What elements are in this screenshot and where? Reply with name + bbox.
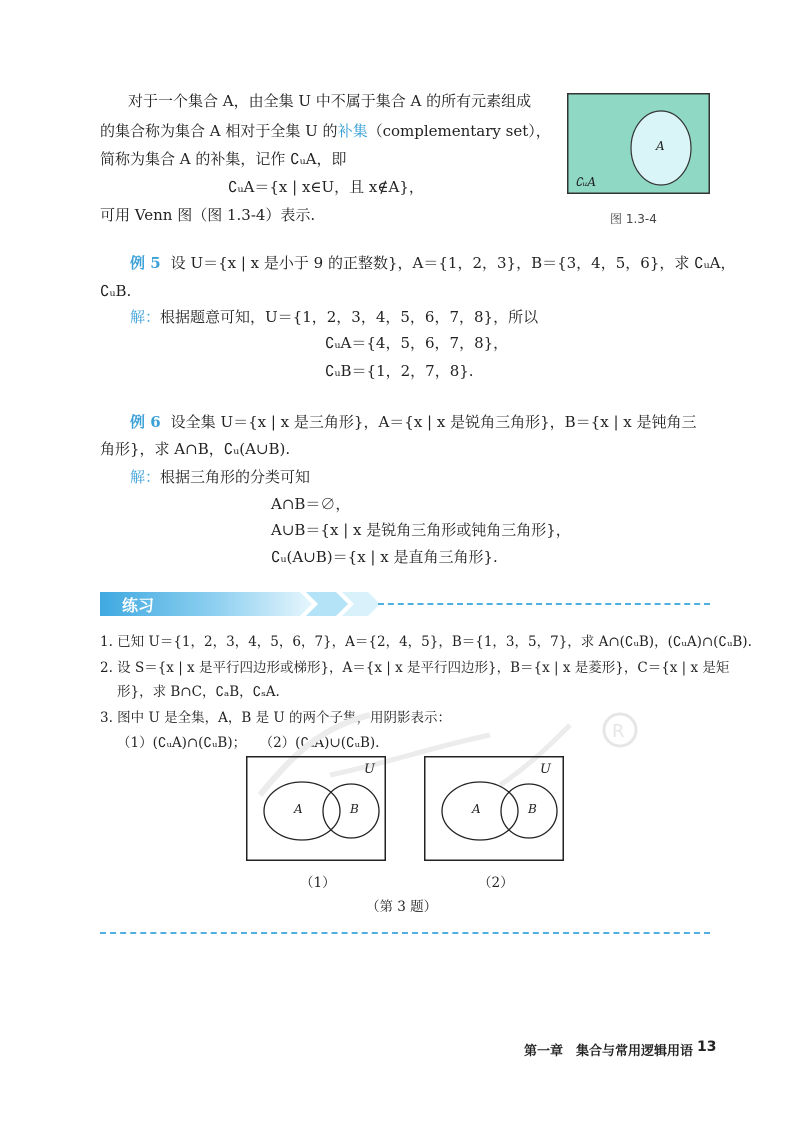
example-6-text: 设全集 U＝{x | x 是三角形}，A＝{x | x 是锐角三角形}，B＝{x | x 是钝角三 [170, 413, 697, 431]
page-number: 13 [697, 1039, 717, 1055]
example-5-solution-2: ∁ᵤA＝{4，5，6，7，8}， [325, 334, 509, 352]
figure-label-cua: ∁ᵤA [575, 175, 597, 189]
exercise-question-3-parts: （1）(∁ᵤA)∩(∁ᵤB)； （2）(∁ᵤA)∪(∁ᵤB). [117, 735, 380, 751]
exercise-question-1: 1. 已知 U＝{1，2，3，4，5，6，7}，A＝{2，4，5}，B＝{1，3，5，7}，求 A∩(∁ᵤB)，(∁ᵤA)∩(∁ᵤB). [100, 634, 752, 650]
example-5-line-1 [130, 252, 736, 274]
intro-line-2 [100, 120, 551, 142]
example-5-text: 设 U＝{x | x 是小于 9 的正整数}，A＝{1，2，3}，B＝{3，4，5，6}，求 ∁ᵤA， [170, 254, 736, 272]
example-6-solution-2: A∩B＝∅， [271, 495, 351, 513]
example-6-line-2: 角形}，求 A∩B，∁ᵤ(A∪B). [100, 440, 291, 458]
intro-line-2a: 的集合称为集合 A 相对于全集 U 的 [100, 122, 338, 140]
example-6-solution-4: ∁ᵤ(A∪B)＝{x | x 是直角三角形}. [271, 548, 498, 566]
svg-text:R: R [612, 721, 625, 742]
intro-line-2b: （complementary set）， [367, 122, 551, 140]
figure-label-a: A [656, 139, 665, 153]
diagram-2-label-b: B [528, 802, 537, 816]
example-5-solution-3: ∁ᵤB＝{1，2，7，8}. [325, 362, 474, 380]
diagram-1-label-u: U [364, 762, 375, 777]
diagram-2-caption: （2） [478, 875, 514, 891]
example-6-line-1 [130, 411, 697, 433]
example-5-label: 例 5 [130, 254, 161, 272]
venn-diagram-2 [424, 756, 564, 861]
footer-chapter-title: 第一章 集合与常用逻辑用语 [524, 1044, 694, 1059]
venn-diagram-1 [246, 756, 386, 861]
diagram-1-label-b: B [350, 802, 359, 816]
exercise-bottom-divider [100, 932, 710, 934]
solution-label: 解： [130, 468, 161, 486]
exercise-question-3: 3. 图中 U 是全集，A，B 是 U 的两个子集，用阴影表示： [100, 710, 452, 726]
exercise-title: 练习 [122, 596, 155, 615]
example-6-solution-1 [130, 466, 310, 488]
figure-caption: 图 1.3-4 [610, 212, 657, 226]
exercise-question-2-line-1: 2. 设 S＝{x | x 是平行四边形或梯形}，A＝{x | x 是平行四边形}，B＝{x | x 是菱形}，C＝{x | x 是矩 [100, 660, 730, 676]
intro-line-1: 对于一个集合 A，由全集 U 中不属于集合 A 的所有元素组成 [128, 92, 532, 110]
intro-line-4: 可用 Venn 图（图 1.3-4）表示. [100, 206, 316, 224]
solution-label: 解： [130, 308, 161, 326]
complement-formula: ∁ᵤA＝{x | x∈U，且 x∉A}， [228, 178, 424, 196]
example-5-line-2: ∁ᵤB. [100, 282, 132, 300]
diagram-2-label-u: U [540, 762, 551, 777]
term-complementary-set: 补集 [337, 122, 368, 140]
example-5-solution-1 [130, 306, 538, 328]
intro-line-3: 简称为集合 A 的补集，记作 ∁ᵤA，即 [100, 150, 347, 168]
exercise-question-2-line-2: 形}，求 B∩C，∁ₐB，∁ₛA. [117, 684, 280, 700]
venn-figure-complement [567, 93, 710, 194]
exercise-header-banner [100, 592, 380, 616]
example-6-solution-3: A∪B＝{x | x 是锐角三角形或钝角三角形}， [271, 521, 571, 539]
diagram-1-label-a: A [294, 802, 303, 816]
diagram-1-caption: （1） [300, 875, 336, 891]
exercise-figure-caption: （第 3 题） [366, 899, 438, 915]
example-6-sol-text: 根据三角形的分类可知 [160, 468, 311, 486]
diagram-2-label-a: A [472, 802, 481, 816]
exercise-top-divider [378, 603, 710, 605]
example-5-sol-text: 根据题意可知，U＝{1，2，3，4，5，6，7，8}，所以 [160, 308, 539, 326]
example-6-label: 例 6 [130, 413, 161, 431]
